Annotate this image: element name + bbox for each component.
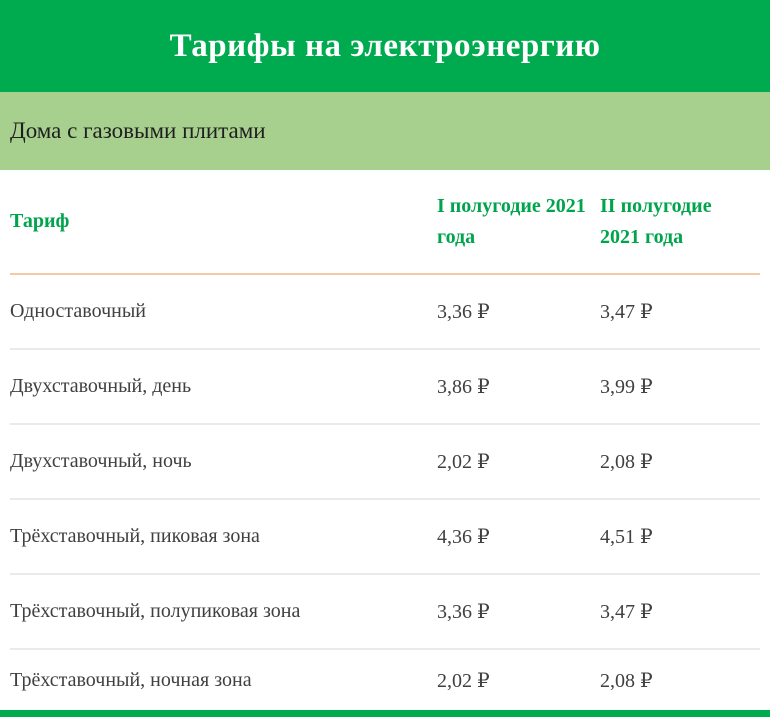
column-header-second-half-2021: II полугодие 2021 года [600,194,712,248]
tariff-name-cell: Двухставочный, день [10,375,192,397]
section-band [0,92,770,170]
second-half-value-cell: 3,47 ₽ [600,601,653,623]
first-half-value-cell: 2,02 ₽ [437,451,490,473]
second-half-value-cell: 3,99 ₽ [600,376,653,398]
tariff-name-cell: Трёхставочный, полупиковая зона [10,600,301,622]
table-row [10,425,760,500]
first-half-value-cell: 3,36 ₽ [437,601,490,623]
table-header-row [10,170,760,275]
table-row [10,350,760,425]
tariff-name-cell: Трёхставочный, ночная зона [10,668,252,691]
table-row [10,575,760,650]
first-half-value-cell: 3,36 ₽ [437,301,490,323]
section-subheader: Дома с газовыми плитами [10,118,266,143]
table-row [10,650,760,710]
tariff-name-cell: Двухставочный, ночь [10,450,192,472]
first-half-value-cell: 3,86 ₽ [437,376,490,398]
table-row [10,275,760,350]
page-title: Тарифы на электроэнергию [169,27,601,64]
bottom-accent-bar [0,710,770,717]
column-header-tariff: Тариф [10,210,70,232]
second-half-value-cell: 2,08 ₽ [600,451,653,473]
tariff-name-cell: Трёхставочный, пиковая зона [10,525,260,547]
second-half-value-cell: 2,08 ₽ [600,669,653,692]
first-half-value-cell: 2,02 ₽ [437,669,490,692]
second-half-value-cell: 3,47 ₽ [600,301,653,323]
tariff-name-cell: Одноставочный [10,300,146,322]
second-half-value-cell: 4,51 ₽ [600,526,653,548]
header-banner [0,0,770,92]
first-half-value-cell: 4,36 ₽ [437,526,490,548]
tariff-table [0,170,770,710]
table-row [10,500,760,575]
column-header-first-half-2021: I полугодие 2021 года [437,194,586,248]
